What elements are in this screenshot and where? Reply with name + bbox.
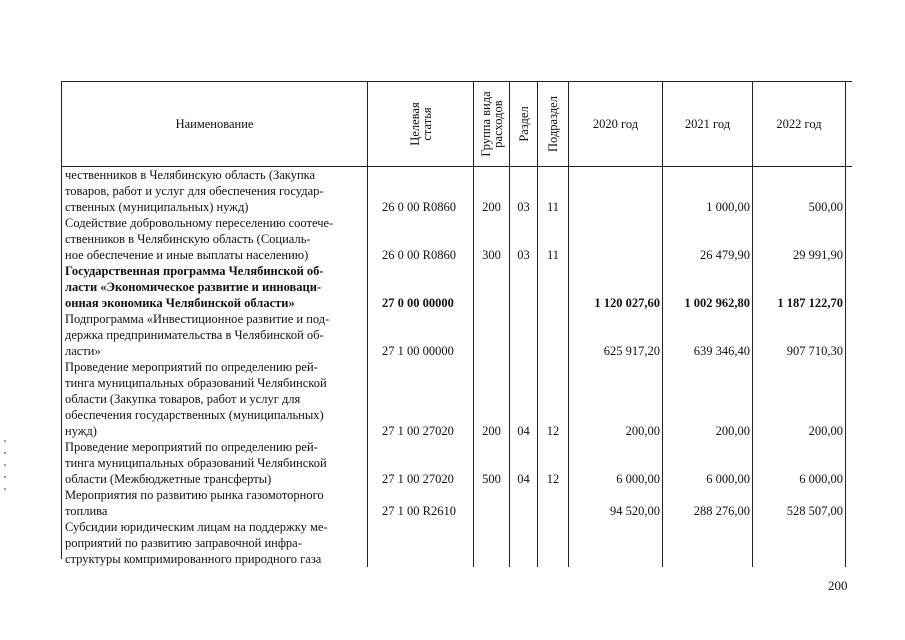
row-name <box>62 263 368 311</box>
row-name-line: области (Межбюджетные трансферты) <box>65 472 272 486</box>
header-group-cell <box>474 82 510 166</box>
row-2022: 500,00 <box>753 167 846 215</box>
row-2020 <box>569 215 663 263</box>
table-row <box>61 439 852 487</box>
row-name-line: Проведение мероприятий по определению рей- <box>65 440 318 454</box>
row-2022: 528 507,00 <box>753 487 846 519</box>
header-section-cell <box>510 82 538 166</box>
row-target: 27 0 00 00000 <box>368 263 474 311</box>
row-name-line: Подпрограмма «Инвестиционное развитие и под- <box>65 312 330 326</box>
row-2020: 1 120 027,60 <box>569 263 663 311</box>
row-2020: 6 000,00 <box>569 439 663 487</box>
table-body <box>61 167 852 519</box>
row-name-line: ное обеспечение и иные выплаты населению) <box>65 248 309 262</box>
row-2021: 1 000,00 <box>663 167 753 215</box>
row-name <box>62 439 368 487</box>
row-section: 03 <box>510 215 538 263</box>
header-target: Целевая статья <box>407 102 434 146</box>
row-target: 26 0 00 R0860 <box>368 215 474 263</box>
table-row <box>61 215 852 263</box>
table-row <box>61 167 852 215</box>
header-target-cell <box>368 82 474 166</box>
header-group: Группа вида расходов <box>478 91 505 157</box>
row-target: 27 1 00 27020 <box>368 439 474 487</box>
row-name <box>62 519 368 567</box>
row-subsection: 11 <box>538 215 569 263</box>
header-subsection-cell <box>538 82 569 166</box>
row-group: 200 <box>474 359 510 439</box>
row-2022: 907 710,30 <box>753 311 846 359</box>
row-name-line: структуры компримированного природного газа <box>65 552 322 566</box>
table-row-tail <box>61 519 852 566</box>
table-row <box>61 311 852 359</box>
row-2020 <box>569 167 663 215</box>
header-2021: 2021 год <box>663 82 753 166</box>
header-subsection: Подраздел <box>546 96 560 152</box>
row-name-line: ственных (муниципальных) нужд) <box>65 200 249 214</box>
row-target: 27 1 00 00000 <box>368 311 474 359</box>
budget-table <box>61 81 852 566</box>
row-name-line: топлива <box>65 504 108 518</box>
row-2022: 1 187 122,70 <box>753 263 846 311</box>
row-name-line: ласти» <box>65 344 101 358</box>
row-target: 27 1 00 27020 <box>368 359 474 439</box>
row-group: 200 <box>474 167 510 215</box>
table-row <box>61 359 852 439</box>
header-section: Раздел <box>516 106 531 142</box>
table-row <box>61 263 852 311</box>
page-number: 200 <box>828 578 848 593</box>
margin-marks <box>4 440 6 520</box>
row-section <box>510 311 538 359</box>
header-name: Наименование <box>62 82 368 166</box>
row-2021: 26 479,90 <box>663 215 753 263</box>
row-name-line: товаров, работ и услуг для обеспечения государ- <box>65 184 324 198</box>
row-name-line: держка предпринимательства в Челябинской об- <box>65 328 324 342</box>
row-name <box>62 167 368 215</box>
row-name-line: области (Закупка товаров, работ и услуг для <box>65 392 301 406</box>
row-2022: 6 000,00 <box>753 439 846 487</box>
row-name-line: Мероприятия по развитию рынка газомоторного <box>65 488 324 502</box>
row-2021: 1 002 962,80 <box>663 263 753 311</box>
row-name-line: тинга муниципальных образований Челябинской <box>65 456 327 470</box>
row-subsection <box>538 311 569 359</box>
table-header <box>61 81 852 167</box>
row-group <box>474 487 510 519</box>
row-subsection <box>538 263 569 311</box>
row-name <box>62 487 368 519</box>
row-2022: 200,00 <box>753 359 846 439</box>
row-2021: 639 346,40 <box>663 311 753 359</box>
row-section: 03 <box>510 167 538 215</box>
row-2021: 288 276,00 <box>663 487 753 519</box>
header-2020: 2020 год <box>569 82 663 166</box>
row-name-line: ласти «Экономическое развитие и инноваци- <box>65 280 322 294</box>
row-name-line: чественников в Челябинскую область (Закупка <box>65 168 316 182</box>
row-group: 300 <box>474 215 510 263</box>
row-target: 26 0 00 R0860 <box>368 167 474 215</box>
row-group <box>474 263 510 311</box>
row-target: 27 1 00 R2610 <box>368 487 474 519</box>
row-name-line: Проведение мероприятий по определению рей- <box>65 360 318 374</box>
row-name-line: ственников в Челябинскую область (Социаль- <box>65 232 311 246</box>
row-2022: 29 991,90 <box>753 215 846 263</box>
row-name-line: Содействие добровольному переселению соотече- <box>65 216 334 230</box>
row-subsection: 12 <box>538 439 569 487</box>
row-2021: 6 000,00 <box>663 439 753 487</box>
row-group: 500 <box>474 439 510 487</box>
row-subsection <box>538 487 569 519</box>
row-2020: 200,00 <box>569 359 663 439</box>
table-row <box>61 487 852 519</box>
row-2021: 200,00 <box>663 359 753 439</box>
row-name-line: нужд) <box>65 424 97 438</box>
row-section <box>510 487 538 519</box>
row-subsection: 12 <box>538 359 569 439</box>
row-name <box>62 311 368 359</box>
row-section <box>510 263 538 311</box>
row-name-line: Субсидии юридическим лицам на поддержку ме- <box>65 520 328 534</box>
row-name-line: онная экономика Челябинской области» <box>65 296 295 310</box>
row-2020: 625 917,20 <box>569 311 663 359</box>
row-group <box>474 311 510 359</box>
row-subsection: 11 <box>538 167 569 215</box>
row-name-line: Государственная программа Челябинской об- <box>65 264 324 278</box>
row-name-line: тинга муниципальных образований Челябинской <box>65 376 327 390</box>
row-name-line: роприятий по развитию заправочной инфра- <box>65 536 302 550</box>
row-name-line: обеспечения государственных (муниципальных) <box>65 408 324 422</box>
row-name <box>62 215 368 263</box>
row-name <box>62 359 368 439</box>
row-2020: 94 520,00 <box>569 487 663 519</box>
header-2022: 2022 год <box>753 82 846 166</box>
row-section: 04 <box>510 359 538 439</box>
row-section: 04 <box>510 439 538 487</box>
